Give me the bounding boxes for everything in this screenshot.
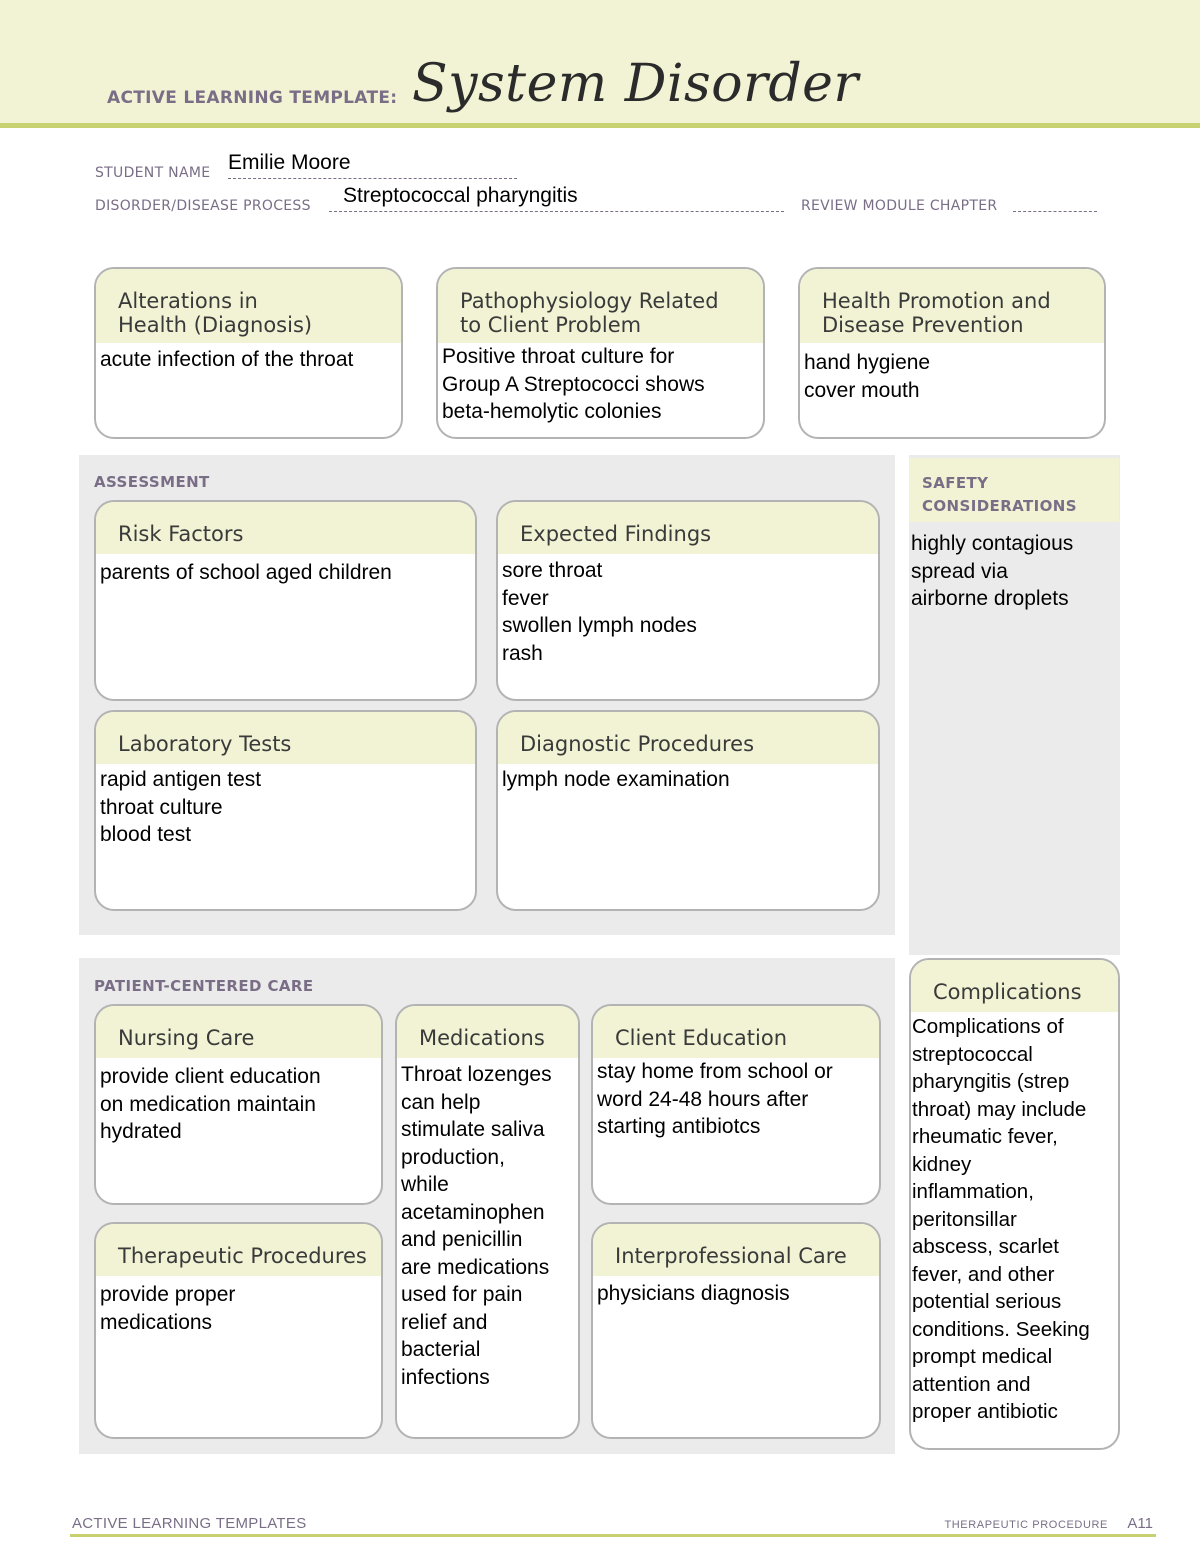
nursing-care-title: Nursing Care — [96, 1006, 381, 1058]
expected-findings-content[interactable]: sore throat fever swollen lymph nodes rash — [502, 559, 697, 665]
review-module-field[interactable] — [1013, 210, 1097, 212]
laboratory-tests-title: Laboratory Tests — [96, 712, 475, 764]
student-name-label: STUDENT NAME — [95, 165, 211, 181]
alterations-content[interactable]: acute infection of the throat — [100, 348, 354, 371]
safety-label: SAFETY CONSIDERATIONS — [922, 474, 1077, 515]
footer-rule — [70, 1534, 1156, 1537]
page-number: A11 — [1127, 1515, 1153, 1532]
health-promotion-box[interactable] — [798, 267, 1106, 439]
template-label: ACTIVE LEARNING TEMPLATE: — [107, 88, 398, 108]
footer-left-label: ACTIVE LEARNING TEMPLATES — [72, 1515, 307, 1532]
client-education-title: Client Education — [593, 1006, 879, 1058]
risk-factors-box[interactable] — [94, 500, 477, 701]
header-rule — [0, 123, 1200, 128]
pathophysiology-content[interactable]: Positive throat culture for Group A Streptococci shows beta-hemolytic colonies — [442, 345, 705, 423]
diagnostic-procedures-content[interactable]: lymph node examination — [502, 768, 730, 791]
risk-factors-title: Risk Factors — [96, 502, 475, 554]
footer-right-label: THERAPEUTIC PROCEDURE — [944, 1519, 1108, 1531]
student-name-field[interactable]: Emilie Moore — [228, 151, 351, 174]
medications-box[interactable] — [395, 1004, 580, 1439]
interprofessional-care-title: Interprofessional Care — [593, 1224, 879, 1276]
nursing-care-box[interactable] — [94, 1004, 383, 1205]
disorder-label: DISORDER/DISEASE PROCESS — [95, 198, 311, 214]
assessment-label: ASSESSMENT — [94, 473, 210, 491]
patient-care-label: PATIENT-CENTERED CARE — [94, 977, 314, 995]
safety-content[interactable]: highly contagious spread via airborne droplets — [911, 532, 1074, 610]
alterations-box[interactable] — [94, 267, 403, 439]
complications-content[interactable]: Complications of streptococcal pharyngitis (strep throat) may include rheumatic fever, kidney inflammation, peritonsillar abscess, scarlet fever, and other potential serious conditions. Seeking prompt medical attention and proper antibiotic — [912, 1015, 1090, 1423]
review-module-label: REVIEW MODULE CHAPTER — [801, 198, 998, 214]
interprofessional-care-box[interactable] — [591, 1222, 881, 1439]
diagnostic-procedures-box[interactable] — [496, 710, 880, 911]
medications-title: Medications — [397, 1006, 578, 1058]
nursing-care-content[interactable]: provide client education on medication maintain hydrated — [100, 1065, 321, 1143]
page-title: System Disorder — [412, 54, 859, 114]
health-promotion-title: Health Promotion and Disease Prevention — [800, 269, 1104, 343]
therapeutic-procedures-title: Therapeutic Procedures — [96, 1224, 381, 1276]
medications-content[interactable]: Throat lozenges can help stimulate saliva production, while acetaminophen and penicillin are medications used for pain relief and bacterial infections — [401, 1063, 552, 1389]
interprofessional-care-content[interactable]: physicians diagnosis — [597, 1282, 790, 1305]
alterations-title: Alterations in Health (Diagnosis) — [96, 269, 401, 343]
complications-box[interactable] — [909, 958, 1120, 1450]
pathophysiology-box[interactable] — [436, 267, 765, 439]
therapeutic-procedures-content[interactable]: provide proper medications — [100, 1283, 236, 1334]
pathophysiology-title: Pathophysiology Related to Client Problem — [438, 269, 763, 343]
diagnostic-procedures-title: Diagnostic Procedures — [498, 712, 878, 764]
expected-findings-title: Expected Findings — [498, 502, 878, 554]
client-education-box[interactable] — [591, 1004, 881, 1205]
expected-findings-box[interactable] — [496, 500, 880, 701]
therapeutic-procedures-box[interactable] — [94, 1222, 383, 1439]
disorder-line — [329, 210, 784, 212]
student-name-line — [228, 177, 517, 179]
risk-factors-content[interactable]: parents of school aged children — [100, 561, 392, 584]
laboratory-tests-content[interactable]: rapid antigen test throat culture blood test — [100, 768, 262, 846]
client-education-content[interactable]: stay home from school or word 24-48 hours after starting antibiotcs — [597, 1060, 833, 1138]
disorder-field[interactable]: Streptococcal pharyngitis — [343, 184, 578, 207]
laboratory-tests-box[interactable] — [94, 710, 477, 911]
health-promotion-content[interactable]: hand hygiene cover mouth — [804, 351, 931, 402]
complications-title: Complications — [911, 960, 1118, 1012]
